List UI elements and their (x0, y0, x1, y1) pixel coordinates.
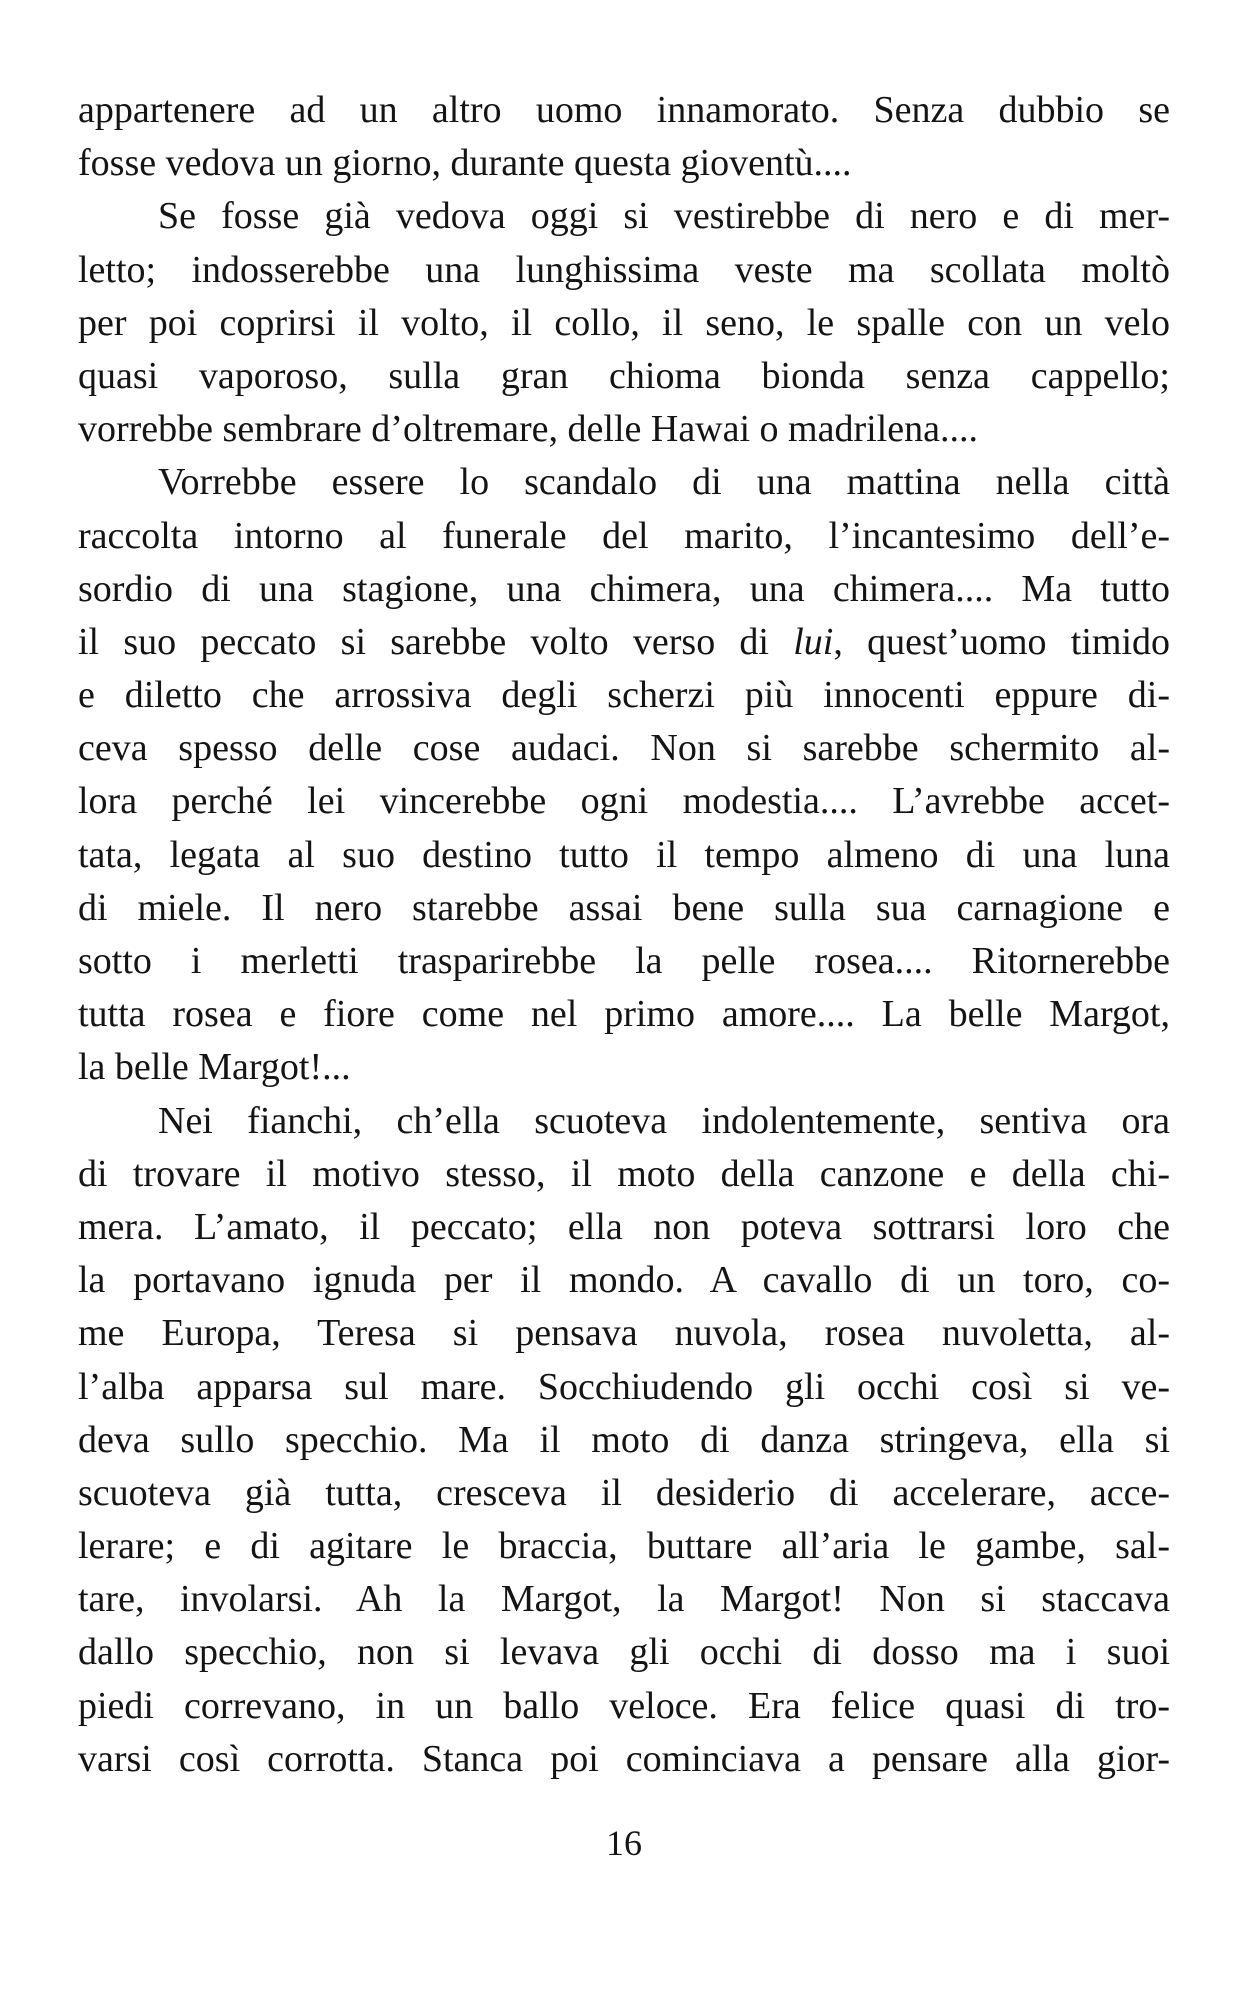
text-line: letto; indosserebbe una lunghissima veste ma scollata moltò (78, 248, 1170, 291)
text-line: lerare; e di agitare le braccia, buttare all’aria le gambe, sal- (78, 1525, 1170, 1568)
text-line: di trovare il motivo stesso, il moto della canzone e della chi- (78, 1152, 1170, 1195)
text-line: scuoteva già tutta, cresceva il desiderio di accelerare, acce- (78, 1471, 1170, 1514)
text-line: tata, legata al suo destino tutto il tempo almeno di una luna (78, 833, 1170, 876)
text-line: varsi così corrotta. Stanca poi cominciava a pensare alla gior- (78, 1737, 1170, 1780)
text-line: dallo specchio, non si levava gli occhi di dosso ma i suoi (78, 1631, 1170, 1674)
text-line: Se fosse già vedova oggi si vestirebbe di nero e di mer- (158, 195, 1170, 238)
text-line: di miele. Il nero starebbe assai bene sulla sua carnagione e (78, 886, 1170, 929)
page-number: 16 (606, 1823, 642, 1863)
text-line: lora perché lei vincerebbe ogni modestia.... L’avrebbe accet- (78, 780, 1170, 823)
text-line: sotto i merletti trasparirebbe la pelle rosea.... Ritornerebbe (78, 940, 1170, 982)
text-line: piedi correvano, in un ballo veloce. Era felice quasi di tro- (78, 1684, 1170, 1727)
text-line: tutta rosea e fiore come nel primo amore.... La belle Margot, (78, 993, 1170, 1036)
text-line: deva sullo specchio. Ma il moto di danza stringeva, ella si (78, 1418, 1170, 1461)
text-line: quasi vaporoso, sulla gran chioma bionda senza cappello; (78, 354, 1170, 397)
text-line: appartenere ad un altro uomo innamorato. Senza dubbio se (78, 89, 1170, 131)
text-line: la belle Margot!... (78, 1046, 351, 1089)
text-line: l’alba apparsa sul mare. Socchiudendo gli occhi così si ve- (78, 1365, 1170, 1408)
body-text (78, 84, 1170, 1786)
text-line: Vorrebbe essere lo scandalo di una mattina nella città (158, 461, 1170, 504)
text-line: raccolta intorno al funerale del marito, l’incantesimo dell’e- (78, 514, 1170, 557)
text-line: per poi coprirsi il volto, il collo, il seno, le spalle con un velo (78, 301, 1170, 344)
text-line: la portavano ignuda per il mondo. A cavallo di un toro, co- (78, 1259, 1170, 1302)
text-line: vorrebbe sembrare d’oltremare, delle Hawai o madrilena.... (78, 408, 978, 451)
text-line: e diletto che arrossiva degli scherzi più innocenti eppure di- (78, 674, 1170, 717)
text-line: tare, involarsi. Ah la Margot, la Margot! Non si staccava (78, 1578, 1170, 1621)
text-line: ceva spesso delle cose audaci. Non si sarebbe schermito al- (78, 727, 1170, 770)
text-line: fosse vedova un giorno, durante questa gioventù.... (78, 142, 852, 185)
text-line: sordio di una stagione, una chimera, una chimera.... Ma tutto (78, 567, 1170, 610)
text-line: mera. L’amato, il peccato; ella non poteva sottrarsi loro che (78, 1205, 1170, 1248)
text-line: Nei fianchi, ch’ella scuoteva indolentemente, sentiva ora (158, 1099, 1170, 1142)
text-line: il suo peccato si sarebbe volto verso di lui, quest’uomo timido (78, 620, 1170, 663)
text-line: me Europa, Teresa si pensava nuvola, rosea nuvoletta, al- (78, 1312, 1170, 1355)
